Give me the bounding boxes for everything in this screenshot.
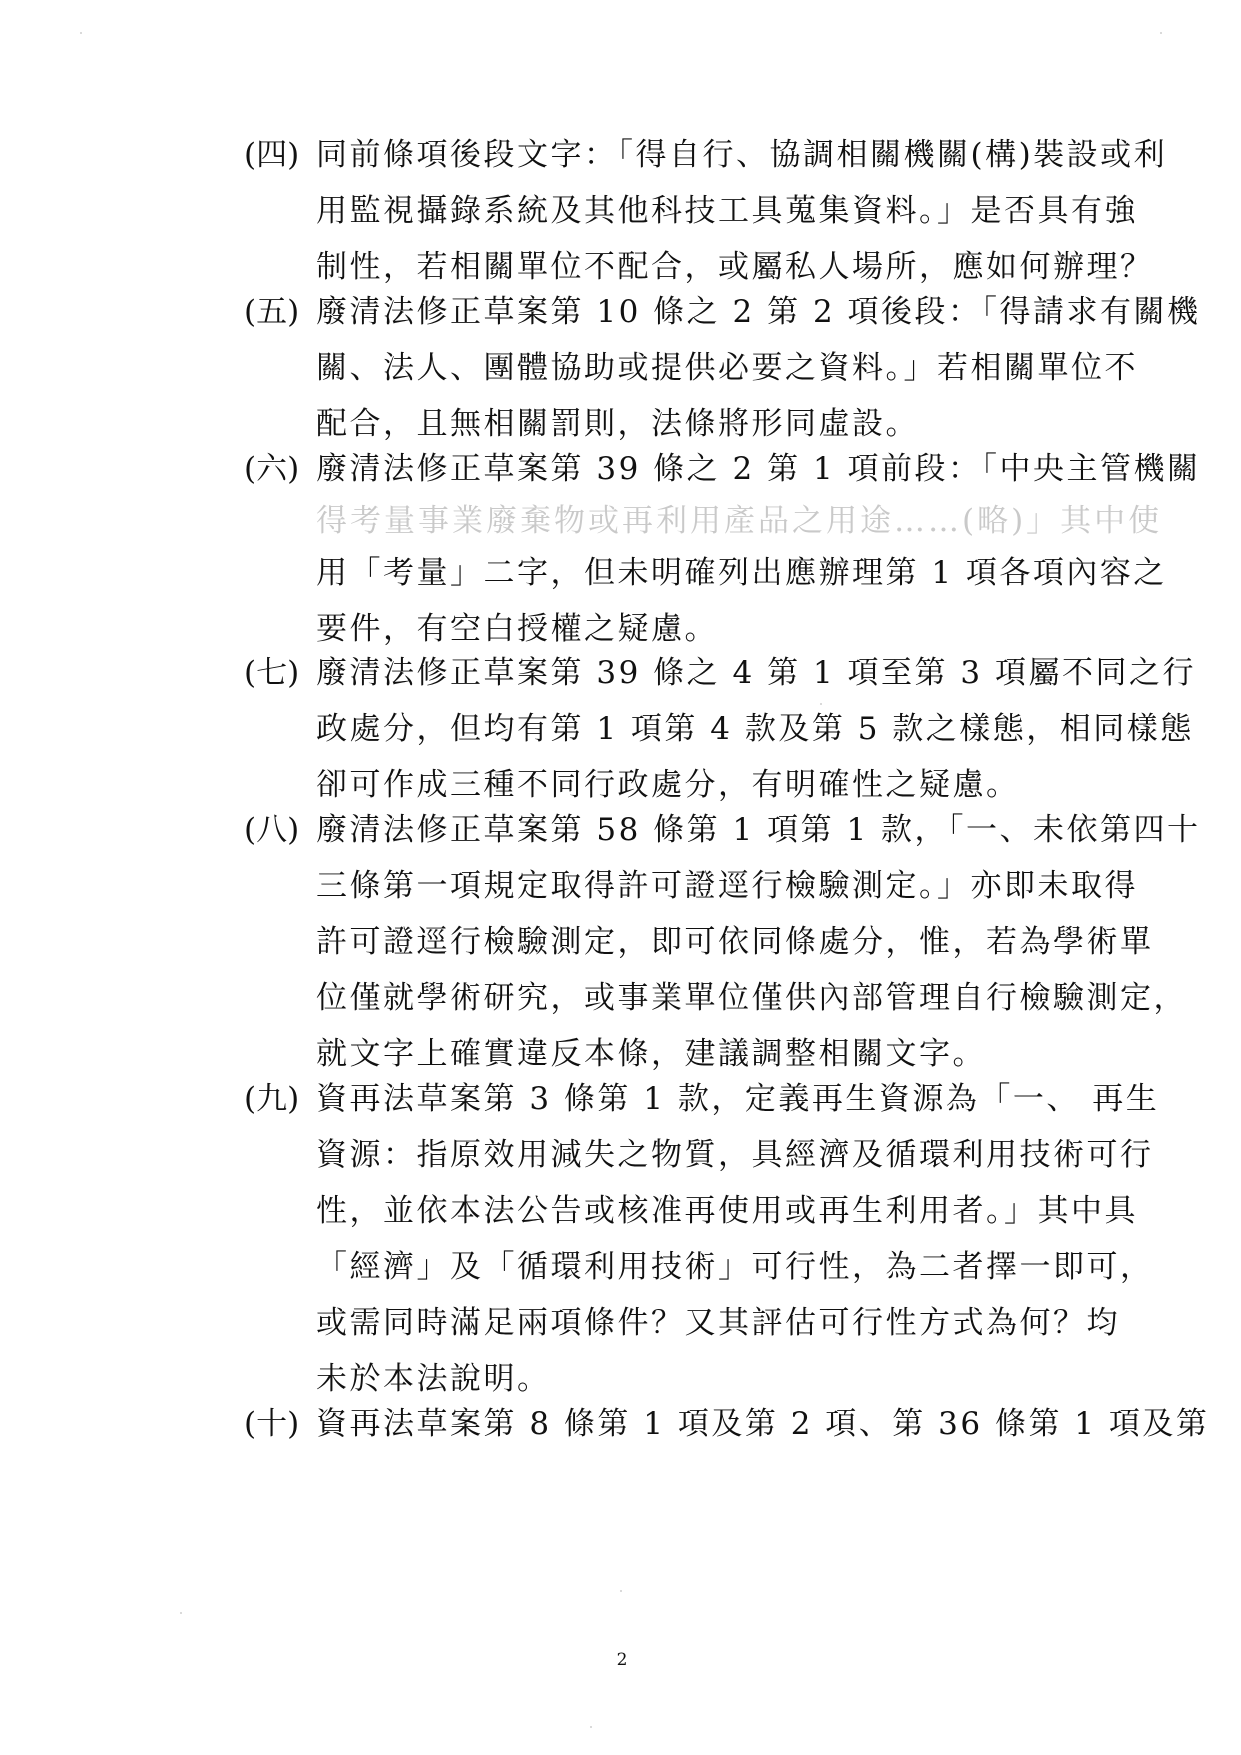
item-line: 資再法草案第 8 條第 1 項及第 2 項、第 36 條第 1 項及第 [316, 1406, 1210, 1442]
item-label: (六) [244, 451, 300, 487]
item-line: 三條第一項規定取得許可證逕行檢驗測定。」亦即未取得 [316, 868, 1138, 904]
item-line: 就文字上確實違反本條，建議調整相關文字。 [316, 1036, 986, 1072]
item-line: 廢清法修正草案第 39 條之 4 第 1 項至第 3 項屬不同之行 [316, 655, 1196, 691]
item-line: 未於本法說明。 [316, 1361, 551, 1397]
item-line: 廢清法修正草案第 39 條之 2 第 1 項前段：「中央主管機關 [316, 451, 1201, 487]
item-line-faded: 得考量事業廢棄物或再利用產品之用途……(略)」其中使 [316, 503, 1163, 539]
item-line: 用「考量」二字，但未明確列出應辦理第 1 項各項內容之 [316, 555, 1167, 591]
scan-speck [80, 32, 82, 34]
item-label: (七) [244, 655, 300, 691]
scan-speck [180, 1612, 182, 1614]
item-line: 關、法人、團體協助或提供必要之資料。」若相關單位不 [316, 350, 1138, 386]
item-label: (四) [244, 137, 300, 173]
item-line: 「經濟」及「循環利用技術」可行性，為二者擇一即可， [316, 1249, 1154, 1285]
item-line: 政處分，但均有第 1 項第 4 款及第 5 款之樣態，相同樣態 [316, 711, 1194, 747]
scan-speck [820, 703, 822, 705]
item-line: 資再法草案第 3 條第 1 款，定義再生資源為「一、 再生 [316, 1081, 1160, 1117]
item-line: 許可證逕行檢驗測定，即可依同條處分，惟，若為學術單 [316, 924, 1154, 960]
item-line: 廢清法修正草案第 10 條之 2 第 2 項後段：「得請求有關機 [316, 294, 1201, 330]
item-line: 用監視攝錄系統及其他科技工具蒐集資料。」是否具有強 [316, 193, 1138, 229]
item-line: 廢清法修正草案第 58 條第 1 項第 1 款，「一、未依第四十 [316, 812, 1201, 848]
scan-speck [1160, 32, 1162, 34]
item-line: 資源：指原效用減失之物質，具經濟及循環利用技術可行 [316, 1137, 1154, 1173]
page-number: 2 [616, 1650, 628, 1670]
item-label: (九) [244, 1081, 300, 1117]
item-line: 同前條項後段文字：「得自行、協調相關機關(構)裝設或利 [316, 137, 1168, 173]
item-line: 或需同時滿足兩項條件？又其評估可行性方式為何？均 [316, 1305, 1120, 1341]
scan-speck [590, 1726, 592, 1728]
scan-speck [620, 1590, 622, 1592]
item-line: 卻可作成三種不同行政處分，有明確性之疑慮。 [316, 767, 1020, 803]
item-line: 位僅就學術研究，或事業單位僅供內部管理自行檢驗測定， [316, 980, 1187, 1016]
item-line: 要件，有空白授權之疑慮。 [316, 611, 718, 647]
item-label: (八) [244, 812, 300, 848]
item-line: 制性，若相關單位不配合，或屬私人場所，應如何辦理？ [316, 249, 1154, 285]
item-line: 性，並依本法公告或核准再使用或再生利用者。」其中具 [316, 1193, 1138, 1229]
item-line: 配合，且無相關罰則，法條將形同虛設。 [316, 406, 919, 442]
item-label: (十) [244, 1406, 300, 1442]
item-label: (五) [244, 294, 300, 330]
